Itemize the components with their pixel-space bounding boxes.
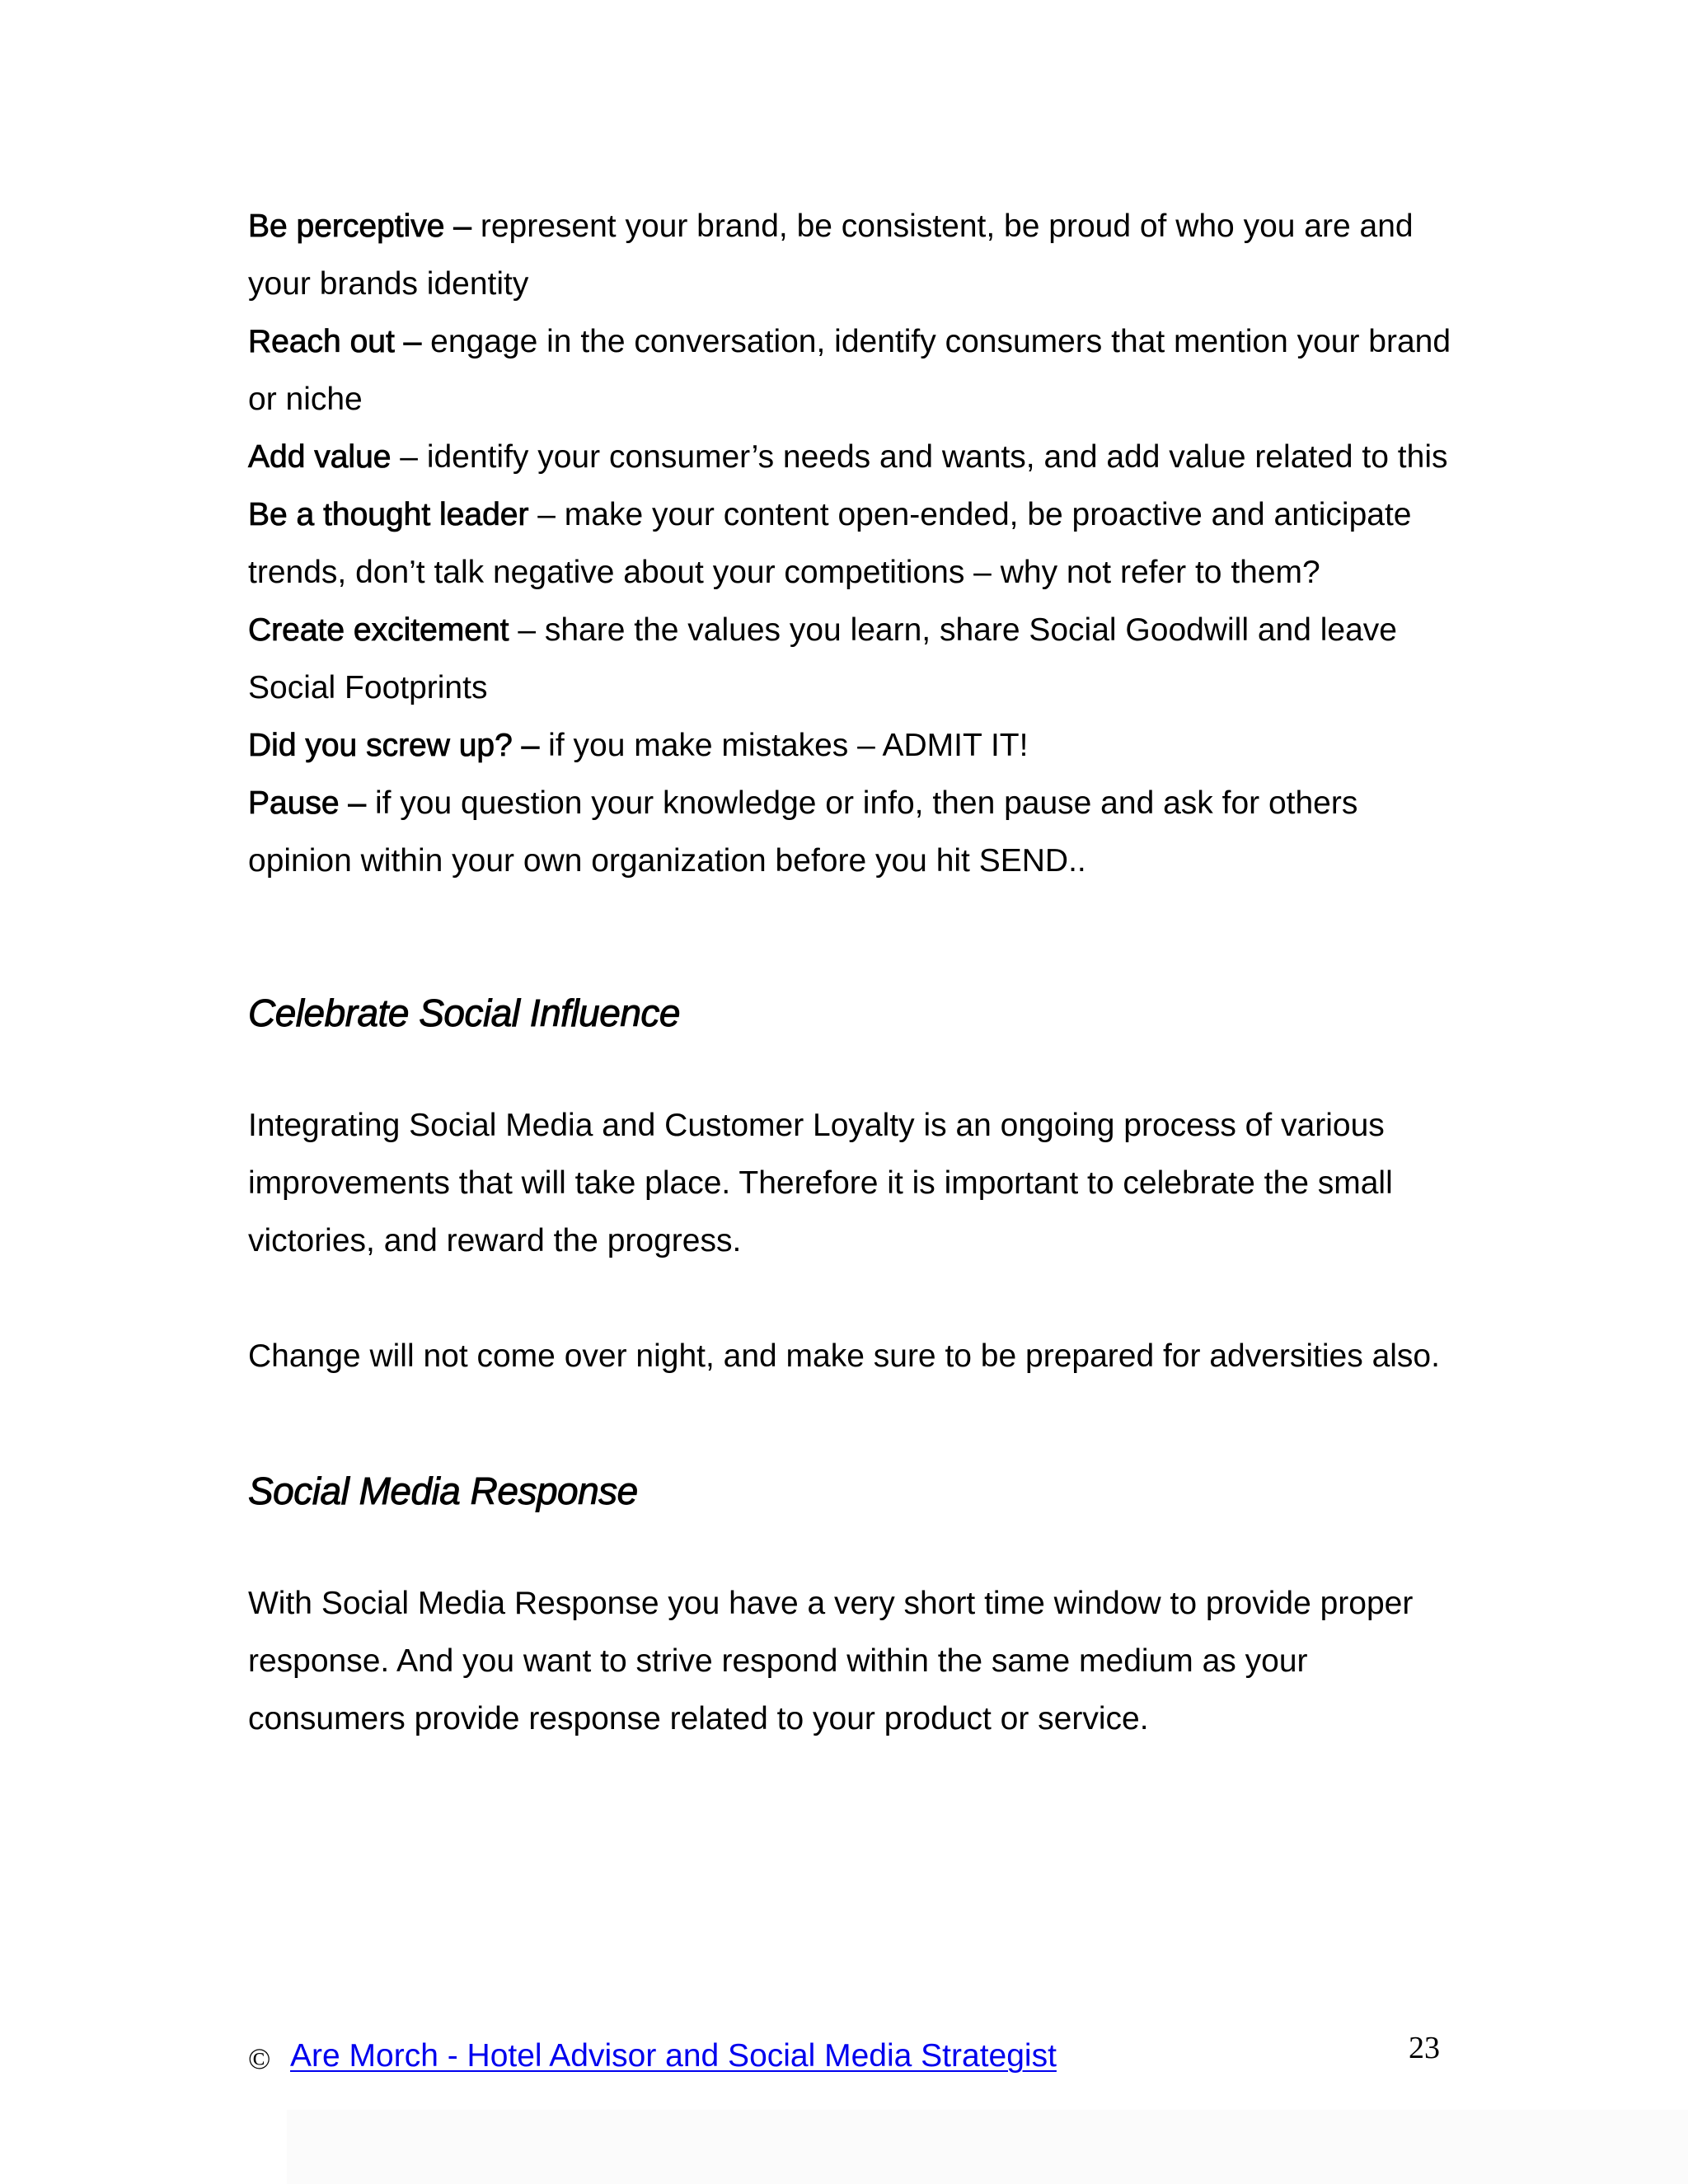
celebrate-paragraph-2: Change will not come over night, and make sure to be prepared for adversities also. [248, 1338, 1440, 1374]
copyright-symbol: © [248, 2042, 271, 2075]
section-heading-celebrate-social-influence: Celebrate Social Influence [248, 991, 680, 1034]
guideline-be-perceptive [248, 198, 1451, 313]
guideline-create-excitement [248, 602, 1451, 717]
author-link[interactable]: Are Morch - Hotel Advisor and Social Media Strategist [290, 2038, 1057, 2074]
response-paragraph-1: With Social Media Response you have a very short time window to provide proper response. And you want to strive respond within the same medium as your consumers provide response related to your product or service. [248, 1586, 1414, 1736]
guideline-term: Pause – [248, 785, 367, 821]
guideline-text: engage in the conversation, identify consumers that mention your brand or niche [248, 324, 1451, 417]
page-content [248, 198, 1451, 1748]
guideline-text: represent your brand, be consistent, be proud of who you are and your brands identity [248, 209, 1414, 302]
guideline-term: Add value [248, 439, 392, 475]
guideline-term: Did you screw up? – [248, 728, 540, 763]
page-footer [248, 2030, 1451, 2088]
guideline-screw-up [248, 717, 1451, 775]
guideline-text: – identify your consumer’s needs and wants, and add value related to this [391, 439, 1448, 475]
page-number: 23 [1409, 2031, 1440, 2065]
guideline-term: Be a thought leader [248, 497, 529, 532]
page-bottom-shadow [287, 2110, 1688, 2184]
guideline-term: Reach out – [248, 324, 422, 359]
guideline-text: – make your content open-ended, be proactive and anticipate trends, don’t talk negative about your competitions – why not refer to them? [248, 497, 1412, 590]
guideline-pause [248, 775, 1451, 890]
social-media-guidelines [248, 198, 1451, 890]
guideline-add-value [248, 429, 1451, 486]
guideline-text: if you make mistakes – ADMIT IT! [539, 728, 1029, 763]
guideline-text: if you question your knowledge or info, then pause and ask for others opinion within your own organization before you hit SEND.. [248, 785, 1358, 879]
celebrate-paragraph-1: Integrating Social Media and Customer Loyalty is an ongoing process of various improvements that will take place. Therefore it is important to celebrate the small victories, and reward the progress. [248, 1108, 1393, 1258]
guideline-text: – share the values you learn, share Social Goodwill and leave Social Footprints [248, 612, 1397, 705]
guideline-reach-out [248, 313, 1451, 429]
guideline-thought-leader [248, 486, 1451, 602]
section-heading-social-media-response: Social Media Response [248, 1469, 638, 1512]
guideline-term: Create excitement [248, 612, 509, 648]
guideline-term: Be perceptive – [248, 209, 472, 244]
